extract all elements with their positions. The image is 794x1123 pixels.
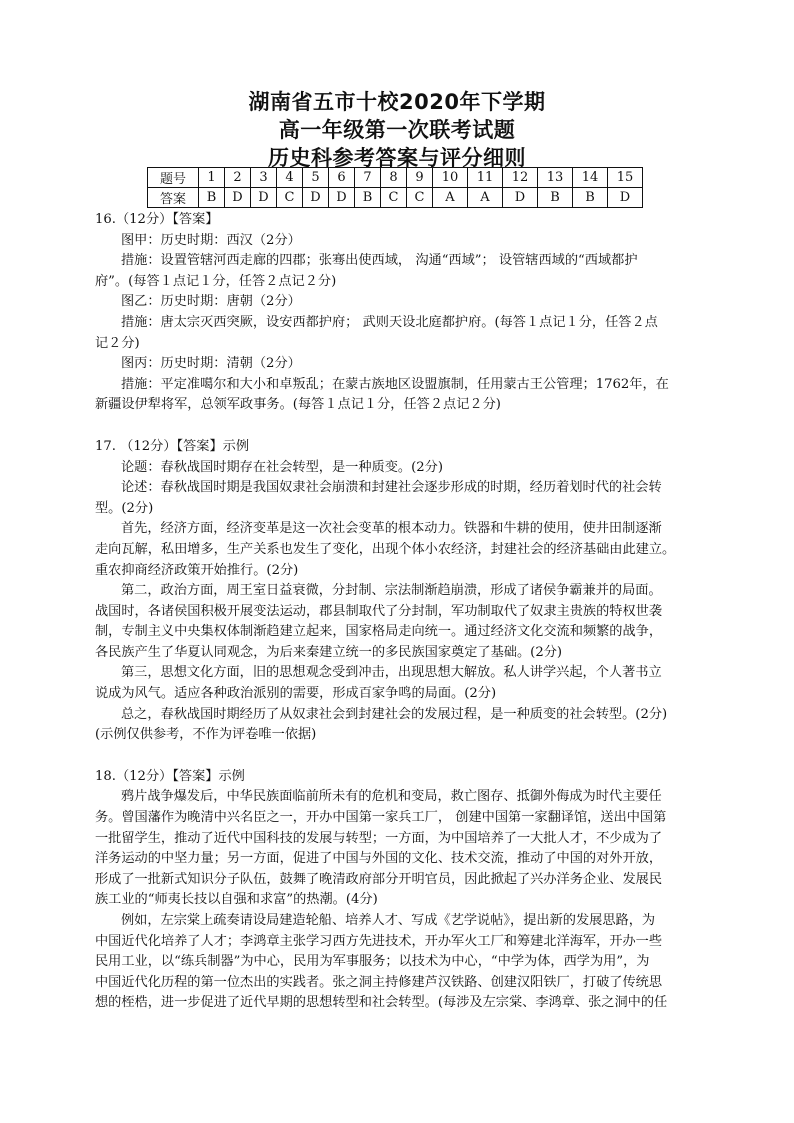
answer-cell: B <box>538 188 573 208</box>
spacer <box>95 416 707 437</box>
answer-cell: D <box>225 188 251 208</box>
q16-line: 图丙：历史时期：清朝（2分） <box>121 356 301 372</box>
spacer <box>95 746 707 767</box>
q16-line: 措施：唐太宗灭西突厥，设安西都护府； 武则天设北庭都护府。(每答１点记１分，任答２点 <box>121 314 658 330</box>
answer-cell: B <box>199 188 225 208</box>
question-number: 2 <box>225 168 251 188</box>
question-number: 7 <box>355 168 381 188</box>
q17-line: 战国时，各诸侯国积极开展变法运动，郡县制取代了分封制，军功制取代了奴隶主贵族的特权世袭 <box>95 603 663 619</box>
q17-line: 说成为风气。适应各种政治派别的需要，形成百家争鸣的局面。(2分) <box>95 686 497 702</box>
question-number: 8 <box>381 168 407 188</box>
q18-line: 族工业的“师夷长技以自强和求富”的热潮。(4分) <box>95 892 378 908</box>
question-number: 13 <box>538 168 573 188</box>
answer-cell: C <box>381 188 407 208</box>
question-number: 11 <box>468 168 503 188</box>
row-label-answer: 答案 <box>148 188 199 208</box>
q18-line: 一批留学生，推动了近代中国科技的发展与转型；一方面，为中国培养了一大批人才，不少成为了 <box>95 830 663 846</box>
q18-line: 中国近代化培养了人才；李鸿章主张学习西方先进技术，开办军火工厂和筹建北洋海军，开办一些 <box>95 933 663 949</box>
question-number-row <box>148 168 643 188</box>
q16-line: 记２分) <box>95 335 140 351</box>
question-number: 3 <box>251 168 277 188</box>
q17-line: 各民族产生了华夏认同观念，为后来秦建立统一的多民族国家奠定了基础。(2分) <box>95 644 563 660</box>
question-number: 1 <box>199 168 225 188</box>
answer-cell: A <box>468 188 503 208</box>
question-number: 5 <box>303 168 329 188</box>
q18-heading: 18.（12分）【答案】示例 <box>95 768 245 784</box>
q18-line: 民用工业，以“练兵制器”为中心，民用为军事服务；以技术为中心，“中学为体，西学为用”，为 <box>95 954 650 970</box>
answer-cell: D <box>251 188 277 208</box>
question-number: 4 <box>277 168 303 188</box>
q18-line: 务。曾国藩作为晚清中兴名臣之一，开办中国第一家兵工厂， 创建中国第一家翻译馆，送出中国第 <box>95 810 667 826</box>
answer-table <box>147 167 643 208</box>
exam-subtitle: 高一年级第一次联考试题 <box>278 118 516 142</box>
question-number: 10 <box>433 168 468 188</box>
question-number: 9 <box>407 168 433 188</box>
q16-heading: 16.（12分）【答案】 <box>95 212 219 227</box>
answer-cell: B <box>573 188 608 208</box>
q17-line: 论述：春秋战国时期是我国奴隶社会崩溃和封建社会逐步形成的时期，经历着划时代的社会转 <box>121 480 662 496</box>
q16-line: 图乙：历史时期：唐朝（2分） <box>121 294 301 310</box>
q17-line: (示例仅供参考，不作为评卷唯一依据) <box>95 727 317 743</box>
question-number: 6 <box>329 168 355 188</box>
q17-line: 重农抑商经济政策开始推行。(2分) <box>95 562 299 578</box>
q18-line: 形成了一批新式知识分子队伍，鼓舞了晚清政府部分开明官员，因此掀起了兴办洋务企业、发展民 <box>95 871 663 887</box>
answer-key-title: 历史科参考答案与评分细则 <box>268 146 526 170</box>
q16-line: 措施：设置管辖河西走廊的四郡；张骞出使西域， 沟通“西域”； 设管辖西域的“西域都护 <box>121 253 638 269</box>
answer-cell: D <box>608 188 643 208</box>
q16-line: 府”。(每答１点记１分，任答２点记２分) <box>95 273 337 289</box>
q17-line: 总之，春秋战国时期经历了从奴隶社会到封建社会的发展过程，是一种质变的社会转型。(2分) <box>121 706 668 722</box>
q18-line: 洋务运动的中坚力量；另一方面，促进了中国与外国的文化、技术交流，推动了中国的对外开放， <box>95 851 663 867</box>
answer-cell: D <box>503 188 538 208</box>
q17-line: 型。(2分) <box>95 500 154 516</box>
answer-cell: C <box>407 188 433 208</box>
q17-line: 第二，政治方面，周王室日益衰微，分封制、宗法制渐趋崩溃，形成了诸侯争霸兼并的局面。 <box>121 583 662 599</box>
q17-line: 制，专制主义中央集权体制渐趋建立起来，国家格局走向统一。通过经济文化交流和频繁的战争， <box>95 624 663 640</box>
question-number: 15 <box>608 168 643 188</box>
answer-cell: B <box>355 188 381 208</box>
q18-line: 想的桎梏，进一步促进了近代早期的思想转型和社会转型。(每涉及左宗棠、李鸿章、张之洞中的任 <box>95 995 668 1011</box>
q17-line: 论题：春秋战国时期存在社会转型，是一种质变。(2分) <box>121 459 443 475</box>
q16-line: 措施：平定准噶尔和大小和卓叛乱；在蒙古族地区设盟旗制，任用蒙古王公管理；1762年，在 <box>121 376 669 392</box>
answer-cell: A <box>433 188 468 208</box>
answer-cell: C <box>277 188 303 208</box>
question-number: 14 <box>573 168 608 188</box>
exam-title: 湖南省五市十校2020年下学期 <box>248 90 546 114</box>
answer-cell: D <box>303 188 329 208</box>
q18-line: 中国近代化历程的第一位杰出的实践者。张之洞主持修建芦汉铁路、创建汉阳铁厂，打破了传统思 <box>95 974 663 990</box>
q18-line: 鸦片战争爆发后，中华民族面临前所未有的危机和变局，救亡图存、抵御外侮成为时代主要任 <box>121 789 662 805</box>
answer-row <box>148 188 643 208</box>
row-label-question: 题号 <box>148 168 199 188</box>
q16-line: 新疆设伊犁将军，总领军政事务。(每答１点记１分，任答２点记２分) <box>95 397 501 413</box>
q17-heading: 17. （12分）【答案】示例 <box>95 438 250 454</box>
q17-line: 第三，思想文化方面，旧的思想观念受到冲击，出现思想大解放。私人讲学兴起，个人著书立 <box>121 665 662 681</box>
answer-cell: D <box>329 188 355 208</box>
question-number: 12 <box>503 168 538 188</box>
q16-line: 图甲：历史时期：西汉（2分） <box>121 232 301 248</box>
answer-content <box>95 210 707 1014</box>
q18-line: 例如，左宗棠上疏奏请设局建造轮船、培养人才、写成《艺学说帖》，提出新的发展思路，为 <box>121 913 656 928</box>
q17-line: 走向瓦解，私田增多，生产关系也发生了变化，出现个体小农经济，封建社会的经济基础由此建立。 <box>95 541 676 557</box>
q17-line: 首先，经济方面，经济变革是这一次社会变革的根本动力。铁器和牛耕的使用，使井田制逐渐 <box>121 521 662 537</box>
